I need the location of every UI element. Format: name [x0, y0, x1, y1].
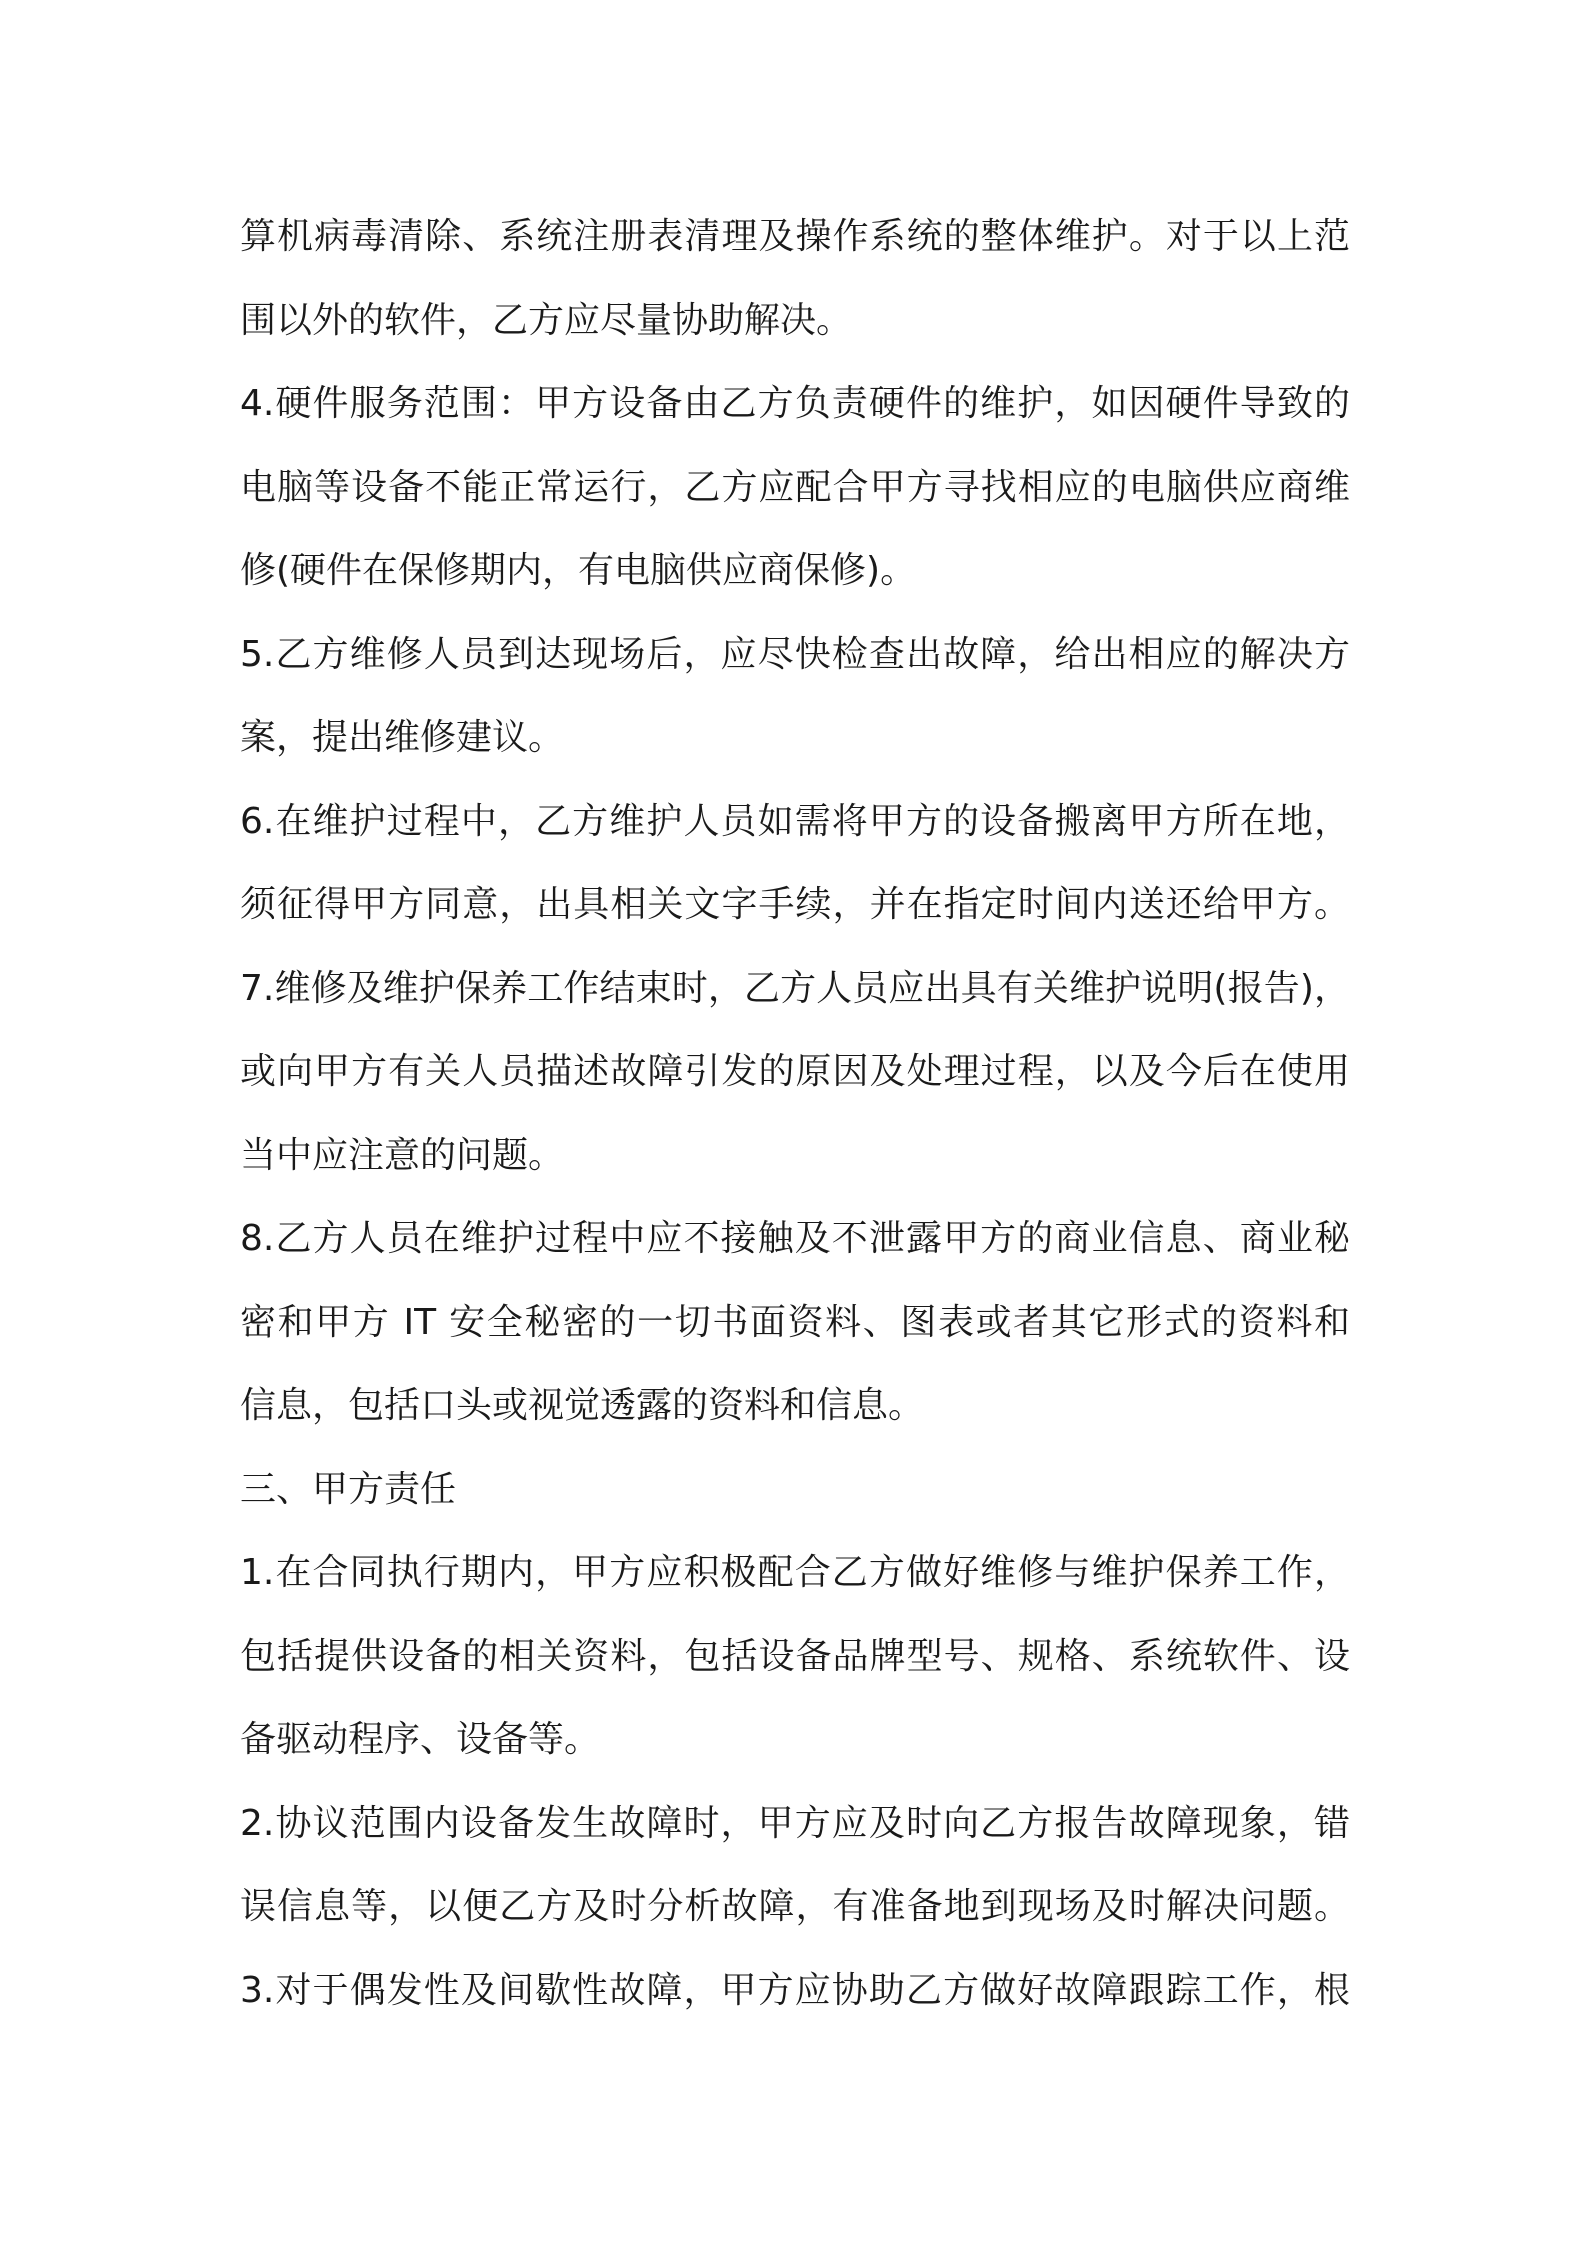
text-line: 信息，包括口头或视觉透露的资料和信息。 — [240, 1385, 925, 1426]
text-line: 5.乙方维修人员到达现场后，应尽快检查出故障，给出相应的解决方 — [240, 633, 1350, 675]
text-line: 电脑等设备不能正常运行，乙方应配合甲方寻找相应的电脑供应商维 — [240, 466, 1350, 508]
text-line: 4.硬件服务范围：甲方设备由乙方负责硬件的维护，如因硬件导致的 — [240, 383, 1350, 424]
text-line: 6.在维护过程中，乙方维护人员如需将甲方的设备搬离甲方所在地， — [240, 800, 1350, 842]
text-line: 1.在合同执行期内，甲方应积极配合乙方做好维修与维护保养工作， — [240, 1552, 1350, 1593]
text-line: 算机病毒清除、系统注册表清理及操作系统的整体维护。对于以上范 — [240, 216, 1350, 257]
text-line: 7.维修及维护保养工作结束时，乙方人员应出具有关维护说明(报告)， — [240, 967, 1350, 1009]
text-line: 围以外的软件，乙方应尽量协助解决。 — [240, 299, 853, 341]
text-line: 当中应注意的问题。 — [240, 1134, 565, 1176]
text-line: 3.对于偶发性及间歇性故障，甲方应协助乙方做好故障跟踪工作，根 — [240, 1969, 1350, 2011]
text-line: 包括提供设备的相关资料，包括设备品牌型号、规格、系统软件、设 — [240, 1635, 1350, 1677]
text-line: 修(硬件在保修期内，有电脑供应商保修)。 — [240, 550, 917, 591]
text-line: 或向甲方有关人员描述故障引发的原因及处理过程，以及今后在使用 — [240, 1051, 1350, 1092]
text-line: 须征得甲方同意，出具相关文字手续，并在指定时间内送还给甲方。 — [240, 884, 1350, 925]
text-line: 8.乙方人员在维护过程中应不接触及不泄露甲方的商业信息、商业秘 — [240, 1218, 1350, 1259]
text-line: 2.协议范围内设备发生故障时，甲方应及时向乙方报告故障现象，错 — [240, 1802, 1350, 1844]
text-line: 备驱动程序、设备等。 — [240, 1719, 601, 1760]
section-heading: 三、甲方责任 — [240, 1468, 457, 1510]
text-line: 案，提出维修建议。 — [240, 717, 565, 758]
text-line: 误信息等，以便乙方及时分析故障，有准备地到现场及时解决问题。 — [240, 1886, 1350, 1927]
document-body — [240, 195, 1350, 2032]
text-line: 密和甲方 IT 安全秘密的一切书面资料、图表或者其它形式的资料和 — [240, 1301, 1350, 1343]
